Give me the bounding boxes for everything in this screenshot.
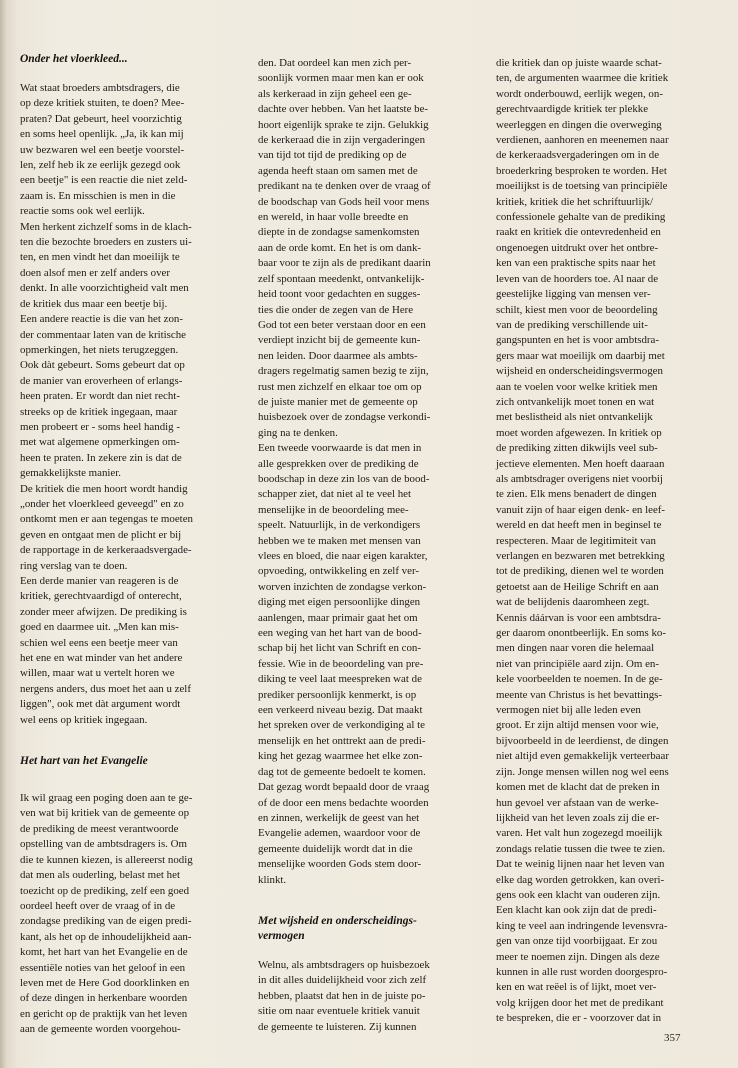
paragraph-block: die kritiek dan op juiste waarde schat- ten, de argumenten waarmee die kritiek wordt onderbouwd, eerlijk wegen, on- gerechtvaardigde kritiek ter plekke weerleggen en dingen die overweging verdienen, aanhoren en meenemen naar de kerkeraadsvergaderingen om in de broederkring besproken te worden. Het moeilijkst is de toetsing van principiële kritiek, kritiek die het schriftuurlijk/ confessionele gehalte van de prediking raakt en kritiek die ontevredenheid en ongenoegen uitdrukt over het ontbre- ken van een praktische spits naar het leven van de hoorders toe. Al naar de geestelijke ligging van mensen ver- schilt, kiest men voor de beoordeling van de prediking verschillende uit- gangspunten en het is voor ambtsdra- gers maar wat moeilijk om daarbij met wijsheid en onderscheidingsvermogen aan te voelen voor welke kritiek men zich ontvankelijk moet tonen en wat met beslistheid als niet ontvankelijk moet worden afgewezen. In kritiek op de prediking zitten dikwijls veel sub- jectieve elementen. Men hoeft daaraan als ambtsdrager overigens niet voorbij te zien. Elk mens benadert de dingen vanuit zijn of haar eigen denk- en leef- wereld en dat heeft men in beginsel te respecteren. Maar de legitimiteit van verlangen en bezwaren met betrekking tot de prediking, dienen wel te worden getoetst aan de Heilige Schrift en aan wat de belijdenis daaromheen zegt. Kennis dáárvan is voor een ambtsdra- ger daarom onontbeerlijk. En soms ko- men dingen naar voren die helemaal niet van principiële aard zijn. Om en- kele voorbeelden te noemen. In de ge- meente van Christus is het bevattings- vermogen niet bij alle leden even groot. Er zijn altijd mensen voor wie, bijvoorbeeld in de leerdienst, de dingen niet altijd even gemakkelijk verteerbaar zijn. Jonge mensen willen nog wel eens komen met de klacht dat de preken in hun gevoel ver afstaan van de werke- lijkheid van het leven zoals zij die er- varen. Het valt hun zogezegd moeilijk zondags relatie tussen die twee te zien. Dat te weinig lijnen naar het leven van elke dag worden getrokken, kan overi- gens ook een klacht van ouderen zijn. Een klacht kan ook zijn dat de predi- king te veel aan indringende levensvra- gen van onze tijd voorbijgaat. Er zou meer te noemen zijn. Dingen als deze kunnen in alle rust worden doorgespro- ken en wat reëel is of lijkt, moet ver- volg krijgen door het met de predikant te bespreken, die er - voorzover dat in <box>496 57 669 1025</box>
page-binding-edge <box>0 0 6 1068</box>
page-number: 357 <box>664 1032 681 1044</box>
section-heading-met-wijsheid: Met wijsheid en onderscheidings- vermogen <box>258 914 417 942</box>
section-heading-onder-het-vloerkleed: Onder het vloerkleed... <box>20 53 128 65</box>
paragraph-block: Wat staat broeders ambtsdragers, die op deze kritiek stuiten, te doen? Mee- praten? Dat gebeurt, heel voorzichtig en soms heel openlijk. „Ja, ik kan mij uw bezwaren wel een beetje voorstel- len, zelf heb ik ze eerlijk gezegd ook een beetje" is een reactie die niet zeld- zaam is. En misschien is men in die reactie soms ook wel eerlijk. Men herkent zichzelf soms in de klach- ten die bezochte broeders en zusters ui- ten, en men vindt het dan moeilijk te doen alsof men er zelf anders over denkt. In alle voorzichtigheid valt men de kritiek dus maar een beetje bij. Een andere reactie is die van het zon- der commentaar laten van de kritische opmerkingen, het niets terugzeggen. Ook dàt gebeurt. Soms gebeurt dat op de manier van eroverheen of erlangs- heen praten. Er wordt dan niet recht- streeks op de kritiek ingegaan, maar men probeert er - soms heel handig - met wat algemene opmerkingen om- heen te praten. In zekere zin is dat de gemakkelijkste manier. De kritiek die men hoort wordt handig „onder het vloerkleed geveegd" en zo ontkomt men er aan tegengas te moeten geven en ontgaat men de plicht er bij de rapportage in de kerkeraadsvergade- ring verslag van te doen. Een derde manier van reageren is de kritiek, gerechtvaardigd of onterecht, zonder meer afwijzen. De prediking is goed en daarmee uit. „Men kan mis- schien wel eens een beetje meer van het ene en wat minder van het andere willen, maar wat u vertelt horen we nergens anders, dus moet het aan u zelf liggen", ook met dàt argument wordt wel eens op kritiek ingegaan. <box>20 82 193 726</box>
paragraph-block: Ik wil graag een poging doen aan te ge- ven wat bij kritiek van de gemeente op de prediking de meest verantwoorde opstelling van de ambtsdragers is. Om die te kunnen kiezen, is allereerst nodig dat men als ouderling, belast met het toezicht op de prediking, zelf een goed oordeel heeft over de vraag of in de zondagse prediking van de eigen predi- kant, als het op de inhoudelijkheid aan- komt, het hart van het Evangelie en de essentiële noties van het geloof in een leven met de Here God doorklinken en of deze dingen in herkenbare woorden en gericht op de praktijk van het leven aan de gemeente worden voorgehou- <box>20 792 193 1036</box>
column-3 <box>496 56 722 1027</box>
column-1 <box>20 52 232 1038</box>
paragraph-block: Welnu, als ambtsdragers op huisbezoek in dit alles duidelijkheid voor zich zelf hebben, plaatst dat hen in de juiste po- sitie om naar eventuele kritiek vanuit de gemeente te luisteren. Zij kunnen <box>258 958 430 1033</box>
column-2 <box>258 56 470 1035</box>
paragraph-block: den. Dat oordeel kan men zich per- soonlijk vormen maar men kan er ook als kerkeraad in zijn geheel een ge- dachte over hebben. Van het laatste be- hoort eigenlijk sprake te zijn. Gelukkig de kerkeraad die in zijn vergaderingen van tijd tot tijd de prediking op de agenda heeft staan om samen met de predikant na te denken over de vraag of de boodschap van Gods heil voor mens en wereld, in haar volle breedte en diepte in de zondagse samenkomsten aan de orde komt. En het is om dank- baar voor te zijn als de predikant daarin zelf spontaan meedenkt, ontvankelijk- heid toont voor gedachten en sugges- ties die onder de zegen van de Here God tot een beter verstaan door en een verdiept inzicht bij de gemeente kun- nen leiden. Door daarmee als ambts- dragers regelmatig samen bezig te zijn, rust men zichzelf en elkaar toe om op de juiste manier met de gemeente op huisbezoek over de zondagse verkondi- ging na te denken. Een tweede voorwaarde is dat men in alle gesprekken over de prediking de boodschap in deze zin los van de bood- schapper ziet, dat niet al te veel het menselijke in de beoordeling mee- speelt. Natuurlijk, in de verkondigers hebben we te maken met mensen van vlees en bloed, die naar eigen karakter, opvoeding, ontwikkeling en zelf ver- worven inzichten de zondagse verkon- diging met eigen persoonlijke dingen aanlengen, maar primair gaat het om een weging van het hart van de bood- schap bij het licht van Schrift en con- fessie. Wie in de beoordeling van pre- diking te veel laat meespreken wat de prediker persoonlijk kenmerkt, is op een verkeerd niveau bezig. Dat maakt het spreken over de verkondiging al te menselijk en het onttrekt aan de predi- king het gezag waarmee het elke zon- dag tot de gemeente bedoelt te komen. Dat gezag wordt bepaald door de vraag of de door een mens bedachte woorden en zinnen, werkelijk de geest van het Evangelie ademen, waardoor voor de gemeente duidelijk wordt dat in die menselijke woorden Gods stem door- klinkt. <box>258 57 431 886</box>
section-heading-het-hart-van-het-evangelie: Het hart van het Evangelie <box>20 755 148 768</box>
